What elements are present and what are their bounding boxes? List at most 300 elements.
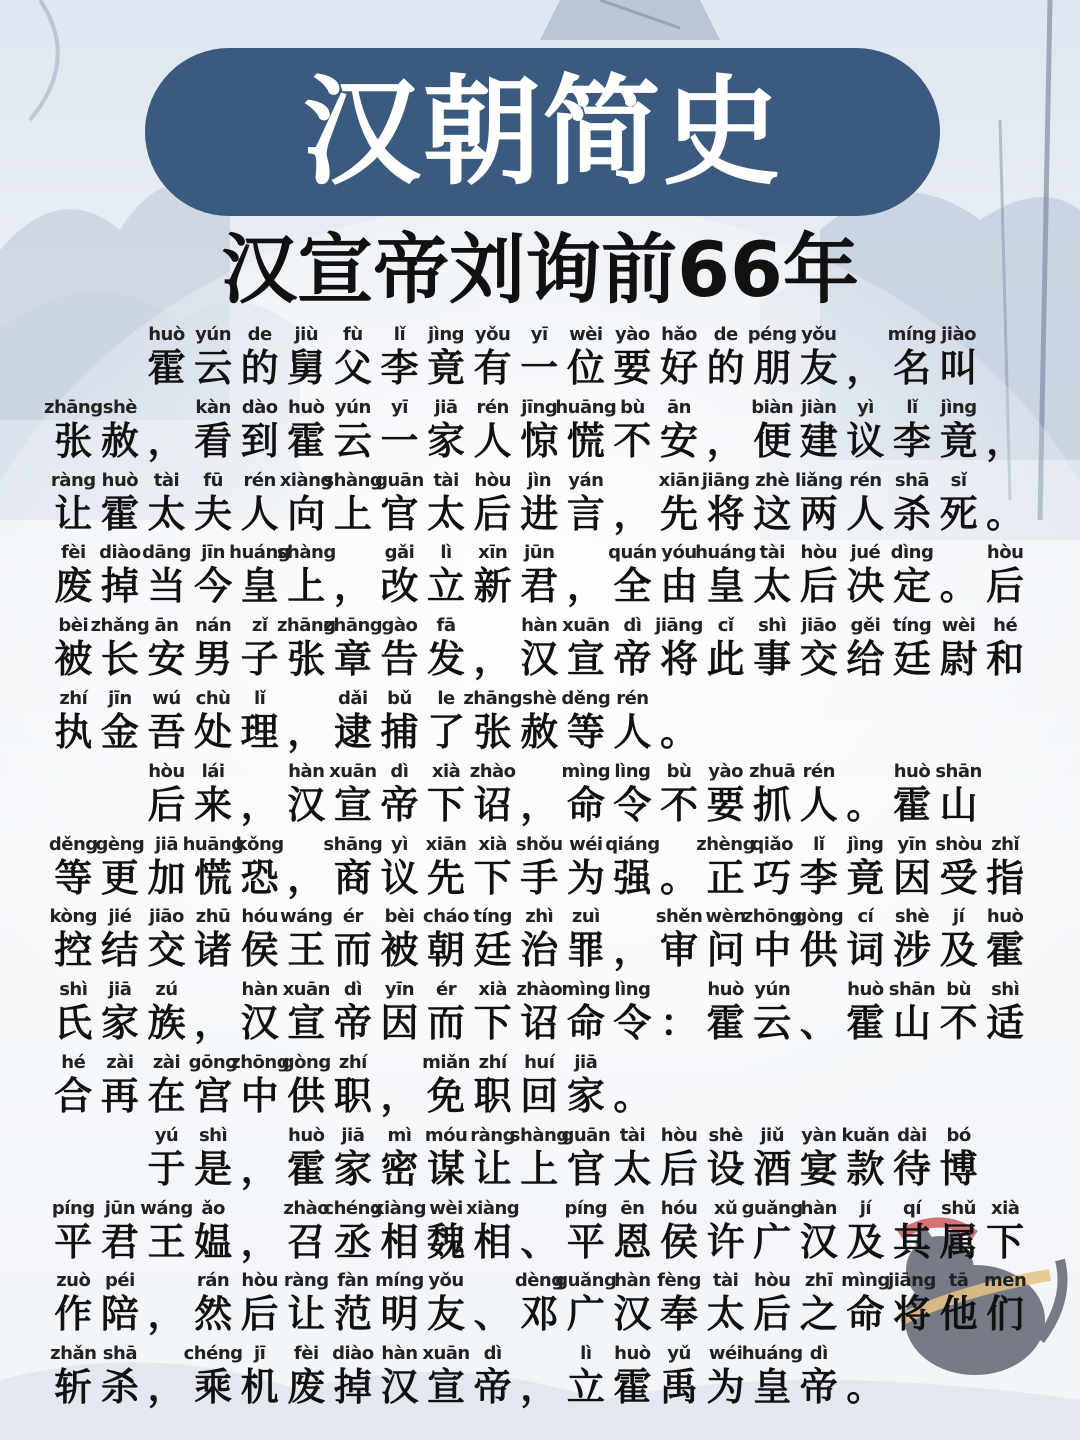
pinyin: jìn: [527, 469, 552, 491]
hanzi: 到: [240, 418, 279, 463]
hanzi: 抓: [753, 782, 792, 827]
pinyin: yī: [391, 396, 408, 418]
hanzi: 太: [613, 1146, 652, 1191]
pinyin: zhè: [755, 469, 790, 491]
hanzi: 族: [147, 1001, 186, 1046]
hanzi: 逮: [333, 710, 372, 754]
hanzi: 的: [706, 346, 745, 390]
hanzi: 明: [380, 1292, 419, 1337]
pinyin: shì: [59, 979, 88, 1001]
hanzi: 指: [986, 855, 1025, 900]
pinyin: shè: [894, 906, 930, 928]
hanzi: 。: [846, 1365, 885, 1410]
hanzi: 免: [427, 1074, 466, 1118]
hanzi: 男: [194, 637, 233, 682]
pinyin: yú: [154, 1124, 179, 1146]
pinyin: bèi: [384, 906, 415, 928]
pinyin: chù: [195, 688, 231, 709]
hanzi: 令: [613, 1001, 652, 1046]
hanzi: 汉: [380, 1365, 419, 1410]
hanzi: 赦: [100, 418, 139, 463]
hanzi: 于: [147, 1146, 186, 1191]
pinyin: zhī: [804, 1270, 833, 1292]
pinyin: jiāo: [801, 615, 837, 637]
hanzi: 诏: [473, 782, 512, 827]
hanzi: 霍: [613, 1365, 652, 1410]
hanzi: 受: [939, 855, 978, 900]
hanzi: 侯: [660, 1219, 699, 1264]
pinyin: jìng: [940, 396, 977, 418]
hanzi: 执: [54, 710, 93, 754]
pinyin: guān: [561, 1124, 611, 1146]
pinyin: tài: [153, 469, 180, 491]
hanzi: 邓: [520, 1292, 559, 1337]
pinyin: rén: [802, 760, 835, 782]
pinyin: kòng: [49, 906, 98, 928]
hanzi: 官: [566, 1146, 605, 1191]
hanzi: 慌: [194, 855, 233, 900]
pinyin: bù: [666, 760, 692, 782]
pinyin: jī: [254, 1343, 266, 1365]
pinyin: wú: [152, 688, 181, 709]
pinyin: hòu: [753, 1270, 791, 1292]
pinyin: hóu: [660, 1197, 698, 1219]
pinyin: tài: [619, 1124, 646, 1146]
pinyin: lǐ: [254, 688, 266, 709]
pinyin: hòu: [148, 760, 185, 782]
hanzi: 慌: [566, 418, 605, 463]
pinyin: huāng: [182, 833, 244, 855]
hanzi: 被: [380, 928, 419, 973]
hanzi: 交: [147, 928, 186, 973]
hanzi: 上: [333, 491, 372, 536]
pinyin: hǎo: [661, 324, 697, 345]
hanzi: 太: [753, 564, 792, 609]
pinyin: yì: [856, 396, 874, 418]
hanzi: 适: [986, 1001, 1025, 1046]
pinyin: xiàng: [279, 469, 333, 491]
pinyin: xīn: [478, 542, 508, 564]
ruby-char: [276, 540, 336, 612]
hanzi: 后: [986, 564, 1025, 609]
pinyin: yīn: [897, 833, 927, 855]
pinyin: nán: [194, 615, 232, 637]
hanzi: 乘: [194, 1365, 233, 1410]
pinyin: yǔ: [667, 1343, 691, 1365]
pinyin: huāng: [555, 396, 617, 418]
pinyin: tài: [712, 1270, 739, 1292]
pinyin: jiā: [341, 1124, 365, 1146]
pinyin: fū: [203, 469, 223, 491]
ruby-char: [190, 1123, 237, 1195]
pinyin: xǔ: [713, 1197, 738, 1219]
hanzi: 家: [427, 418, 466, 463]
pinyin: yǒu: [474, 324, 511, 345]
hanzi: 及: [846, 1219, 885, 1264]
hanzi: 中: [753, 928, 792, 973]
pinyin: ràng: [50, 469, 96, 491]
hanzi: 斩: [54, 1365, 93, 1410]
pinyin: yǒu: [801, 324, 837, 345]
pinyin: shì: [198, 1124, 228, 1146]
hanzi: 属: [939, 1219, 978, 1264]
pinyin: ǎo: [201, 1197, 225, 1219]
pinyin: zhōng: [230, 1052, 290, 1073]
pinyin: zhí: [59, 688, 88, 709]
ruby-char: [935, 468, 982, 540]
ruby-char: [982, 1196, 1029, 1268]
hanzi: 霍: [892, 782, 931, 827]
text-line: [143, 759, 982, 831]
hanzi: 上: [287, 564, 326, 609]
pinyin: jiāng: [888, 1270, 936, 1292]
text-line: [50, 1196, 1028, 1268]
pinyin: hé: [61, 1052, 86, 1073]
ruby-char: [330, 1050, 377, 1122]
hanzi: 建: [799, 418, 838, 463]
hanzi: 奉: [660, 1292, 699, 1337]
hanzi: 霍: [986, 928, 1025, 973]
pinyin: hóu: [241, 906, 278, 928]
pinyin: yīn: [384, 979, 415, 1001]
pinyin: gòng: [794, 906, 844, 928]
pinyin: huò: [847, 979, 884, 1001]
hanzi: 款: [846, 1146, 885, 1191]
pinyin: gěi: [850, 615, 881, 637]
pinyin: shǔ: [941, 1197, 976, 1219]
hanzi: 云: [753, 1001, 792, 1046]
hanzi: 涉: [892, 928, 931, 973]
hanzi: 。: [660, 710, 699, 754]
hanzi: ，: [147, 418, 186, 463]
pinyin: píng: [51, 1197, 95, 1219]
pinyin: dài: [897, 1124, 927, 1146]
ruby-char: [236, 686, 283, 758]
hanzi: 赦: [520, 710, 559, 754]
hanzi: 死: [939, 491, 978, 536]
hanzi: 在: [147, 1074, 186, 1118]
hanzi: 等: [54, 855, 93, 900]
hanzi: 废: [54, 564, 93, 609]
hanzi: 太: [147, 491, 186, 536]
hanzi: 博: [939, 1146, 978, 1191]
pinyin: xiān: [425, 833, 467, 855]
hanzi: 让: [54, 491, 93, 536]
pinyin: gòng: [281, 1052, 331, 1073]
hanzi: 汉: [613, 1292, 652, 1337]
pinyin: yàn: [801, 1124, 837, 1146]
pinyin: yī: [530, 324, 548, 345]
hanzi: 。: [660, 855, 699, 900]
ruby-char: [190, 759, 237, 831]
title-banner: [145, 48, 940, 216]
pinyin: jí: [952, 906, 965, 928]
hanzi: 向: [287, 491, 326, 536]
hanzi: 由: [660, 564, 699, 609]
hanzi: 。: [846, 782, 885, 827]
hanzi: 此: [706, 637, 745, 682]
pinyin: zuì: [571, 906, 600, 928]
pinyin: huí: [524, 1052, 555, 1073]
hanzi: 诸: [194, 928, 233, 973]
hanzi: ，: [566, 564, 605, 609]
hanzi: 父: [333, 346, 372, 390]
hanzi: 媪: [194, 1219, 233, 1264]
hanzi: 李: [380, 346, 419, 390]
pinyin: hàn: [241, 979, 278, 1001]
pinyin: gèng: [95, 833, 145, 855]
pinyin: jìng: [847, 833, 884, 855]
pinyin: qí: [902, 1197, 922, 1219]
pinyin: huò: [148, 324, 185, 345]
text-line: [43, 395, 1028, 467]
hanzi: 后: [473, 491, 512, 536]
pinyin: chéng: [183, 1343, 243, 1365]
pinyin: diào: [332, 1343, 374, 1365]
hanzi: 控: [54, 928, 93, 973]
hanzi: 供: [799, 928, 838, 973]
pinyin: yún: [195, 324, 232, 345]
hanzi: 皇: [240, 564, 279, 609]
pinyin: lǐ: [813, 833, 825, 855]
hanzi: 先: [660, 491, 699, 536]
hanzi: 。: [939, 564, 978, 609]
pinyin: jié: [108, 906, 132, 928]
hanzi: 章: [333, 637, 372, 682]
pinyin: guān: [375, 469, 424, 491]
hanzi: 霍: [100, 491, 139, 536]
pinyin: jué: [850, 542, 881, 564]
hanzi: 定: [892, 564, 931, 609]
hanzi: 太: [706, 1292, 745, 1337]
hanzi: 家: [566, 1074, 605, 1118]
pinyin: jiù: [294, 324, 319, 345]
hanzi: 人: [846, 491, 885, 536]
page-title: 汉朝简史: [302, 63, 783, 201]
pinyin: sǐ: [950, 469, 967, 491]
hanzi: 、: [473, 1292, 512, 1337]
hanzi: 。: [986, 491, 1025, 536]
pinyin: tài: [759, 542, 785, 564]
ruby-char: [656, 395, 703, 467]
hanzi: 决: [846, 564, 885, 609]
pinyin: zhào: [469, 760, 516, 782]
ruby-char: [143, 977, 190, 1049]
text-line: [50, 1050, 656, 1122]
pinyin: bó: [946, 1124, 971, 1146]
pinyin: huáng: [229, 542, 291, 564]
pinyin: jiāng: [701, 469, 750, 491]
pinyin: mìng: [561, 760, 611, 782]
hanzi: 巧: [753, 855, 792, 900]
text-line: [50, 686, 702, 758]
pinyin: tíng: [473, 906, 512, 928]
hanzi: 、: [520, 1219, 559, 1264]
hanzi: 审: [660, 928, 699, 973]
hanzi: 恩: [613, 1219, 652, 1264]
hanzi: 是: [194, 1146, 233, 1191]
hanzi: 李: [892, 418, 931, 463]
pinyin: wèn: [705, 906, 746, 928]
pinyin: shè: [102, 396, 138, 418]
hanzi: ，: [147, 1365, 186, 1410]
hanzi: 帝: [333, 1001, 372, 1046]
hanzi: 罪: [566, 928, 605, 973]
hanzi: 友: [799, 346, 838, 390]
pinyin: wéi: [708, 1343, 743, 1365]
pinyin: hàn: [381, 1343, 418, 1365]
hanzi: ，: [240, 1219, 279, 1264]
pinyin: shān: [888, 979, 936, 1001]
pinyin: zhāng: [276, 615, 336, 637]
hanzi: 不: [660, 782, 699, 827]
pinyin: zhí: [338, 1052, 367, 1073]
pinyin: kàn: [195, 396, 231, 418]
pinyin: jīn: [108, 688, 132, 709]
ruby-char: [97, 1268, 144, 1340]
hanzi: 王: [287, 928, 326, 973]
pinyin: jūn: [524, 542, 555, 564]
pinyin: chéng: [323, 1197, 383, 1219]
hanzi: 、: [799, 1001, 838, 1046]
pinyin: zhāng: [43, 396, 103, 418]
pinyin: zuò: [56, 1270, 91, 1292]
hanzi: 而: [427, 1001, 466, 1046]
pinyin: bù: [946, 979, 971, 1001]
hanzi: 广: [566, 1292, 605, 1337]
hanzi: 后: [240, 1292, 279, 1337]
hanzi: 之: [799, 1292, 838, 1337]
hanzi: 命: [566, 782, 605, 827]
ruby-char: [236, 832, 283, 904]
hanzi: 王: [147, 1219, 186, 1264]
pinyin: děng: [48, 833, 98, 855]
pinyin: dì: [809, 1343, 828, 1365]
hanzi: ，: [240, 1146, 279, 1191]
hanzi: 帝: [380, 782, 419, 827]
hanzi: 汉: [287, 782, 326, 827]
hanzi: 位: [566, 346, 605, 390]
hanzi: 宣: [427, 1365, 466, 1410]
hanzi: 霍: [706, 1001, 745, 1046]
hanzi: 后: [147, 782, 186, 827]
hanzi: 酒: [753, 1146, 792, 1191]
hanzi: 侯: [240, 928, 279, 973]
pinyin: zhǎn: [50, 1343, 97, 1365]
hanzi: 安: [660, 418, 699, 463]
hanzi: 理: [240, 710, 279, 754]
hanzi: 加: [147, 855, 186, 900]
pinyin: fàn: [337, 1270, 369, 1292]
pinyin: dào: [241, 396, 278, 418]
hanzi: 杀: [100, 1365, 139, 1410]
pinyin: lǐ: [393, 324, 406, 345]
hanzi: 交: [799, 637, 838, 682]
hanzi: 进: [520, 491, 559, 536]
hanzi: 掉: [100, 564, 139, 609]
hanzi: 处: [194, 710, 233, 754]
hanzi: 待: [892, 1146, 931, 1191]
hanzi: 召: [287, 1219, 326, 1264]
hanzi: 张: [473, 710, 512, 754]
pinyin: jīn: [201, 542, 225, 564]
hanzi: 下: [986, 1219, 1025, 1264]
hanzi: 君: [100, 1219, 139, 1264]
ruby-char: [609, 686, 656, 758]
hanzi: 友: [427, 1292, 466, 1337]
text-line: [50, 1268, 1028, 1340]
pinyin: xià: [478, 833, 507, 855]
pinyin: huò: [101, 469, 139, 491]
pinyin: zhǎng: [90, 615, 150, 637]
pinyin: xuān: [422, 1343, 470, 1365]
pinyin: rén: [243, 469, 276, 491]
hanzi: 宴: [799, 1146, 838, 1191]
pinyin: zhāng: [323, 615, 383, 637]
hanzi: 人: [473, 418, 512, 463]
hanzi: 张: [54, 418, 93, 463]
hanzi: 正: [706, 855, 745, 900]
ruby-char: [935, 759, 982, 831]
ruby-char: [609, 1050, 656, 1122]
pinyin: shěn: [655, 906, 703, 928]
hanzi: 为: [566, 855, 605, 900]
hanzi: 朝: [427, 928, 466, 973]
pinyin: zǐ: [251, 615, 268, 637]
hanzi: 诏: [520, 1001, 559, 1046]
pinyin: biàn: [751, 396, 794, 418]
hanzi: 有: [473, 346, 512, 390]
hanzi: 来: [194, 782, 233, 827]
hanzi: ，: [706, 418, 745, 463]
hanzi: 帝: [473, 1365, 512, 1410]
hanzi: 将: [706, 491, 745, 536]
hanzi: 将: [660, 637, 699, 682]
pinyin: gōng: [188, 1052, 238, 1073]
pinyin: bèi: [58, 615, 89, 637]
hanzi: 家: [333, 1146, 372, 1191]
pinyin: dìng: [890, 542, 934, 564]
hanzi: 名: [892, 346, 931, 390]
hanzi: 人: [240, 491, 279, 536]
pinyin: xiān: [658, 469, 700, 491]
pinyin: cǐ: [717, 615, 734, 637]
hanzi: 词: [846, 928, 885, 973]
ruby-char: [563, 904, 610, 976]
pinyin: gǎi: [384, 542, 415, 564]
hanzi: 叫: [939, 346, 978, 390]
hanzi: ，: [473, 637, 512, 682]
pinyin: dāng: [142, 542, 191, 564]
text-line: [50, 904, 1028, 976]
hanzi: 汉: [799, 1219, 838, 1264]
pinyin: rén: [849, 469, 882, 491]
pinyin: xiàng: [372, 1197, 427, 1219]
pinyin: ér: [436, 979, 457, 1001]
hanzi: 全: [613, 564, 652, 609]
page-subtitle: 汉宣帝刘询前66年: [221, 225, 859, 314]
hanzi: 惊: [520, 418, 559, 463]
pinyin: fèi: [60, 542, 86, 564]
pinyin: xià: [990, 1197, 1020, 1219]
pinyin: dì: [390, 760, 409, 782]
ruby-char: [605, 832, 660, 904]
ruby-char: [516, 540, 563, 612]
hanzi: ，: [333, 564, 372, 609]
hanzi: 让: [287, 1292, 326, 1337]
pinyin: ān: [667, 396, 691, 418]
hanzi: 李: [799, 855, 838, 900]
